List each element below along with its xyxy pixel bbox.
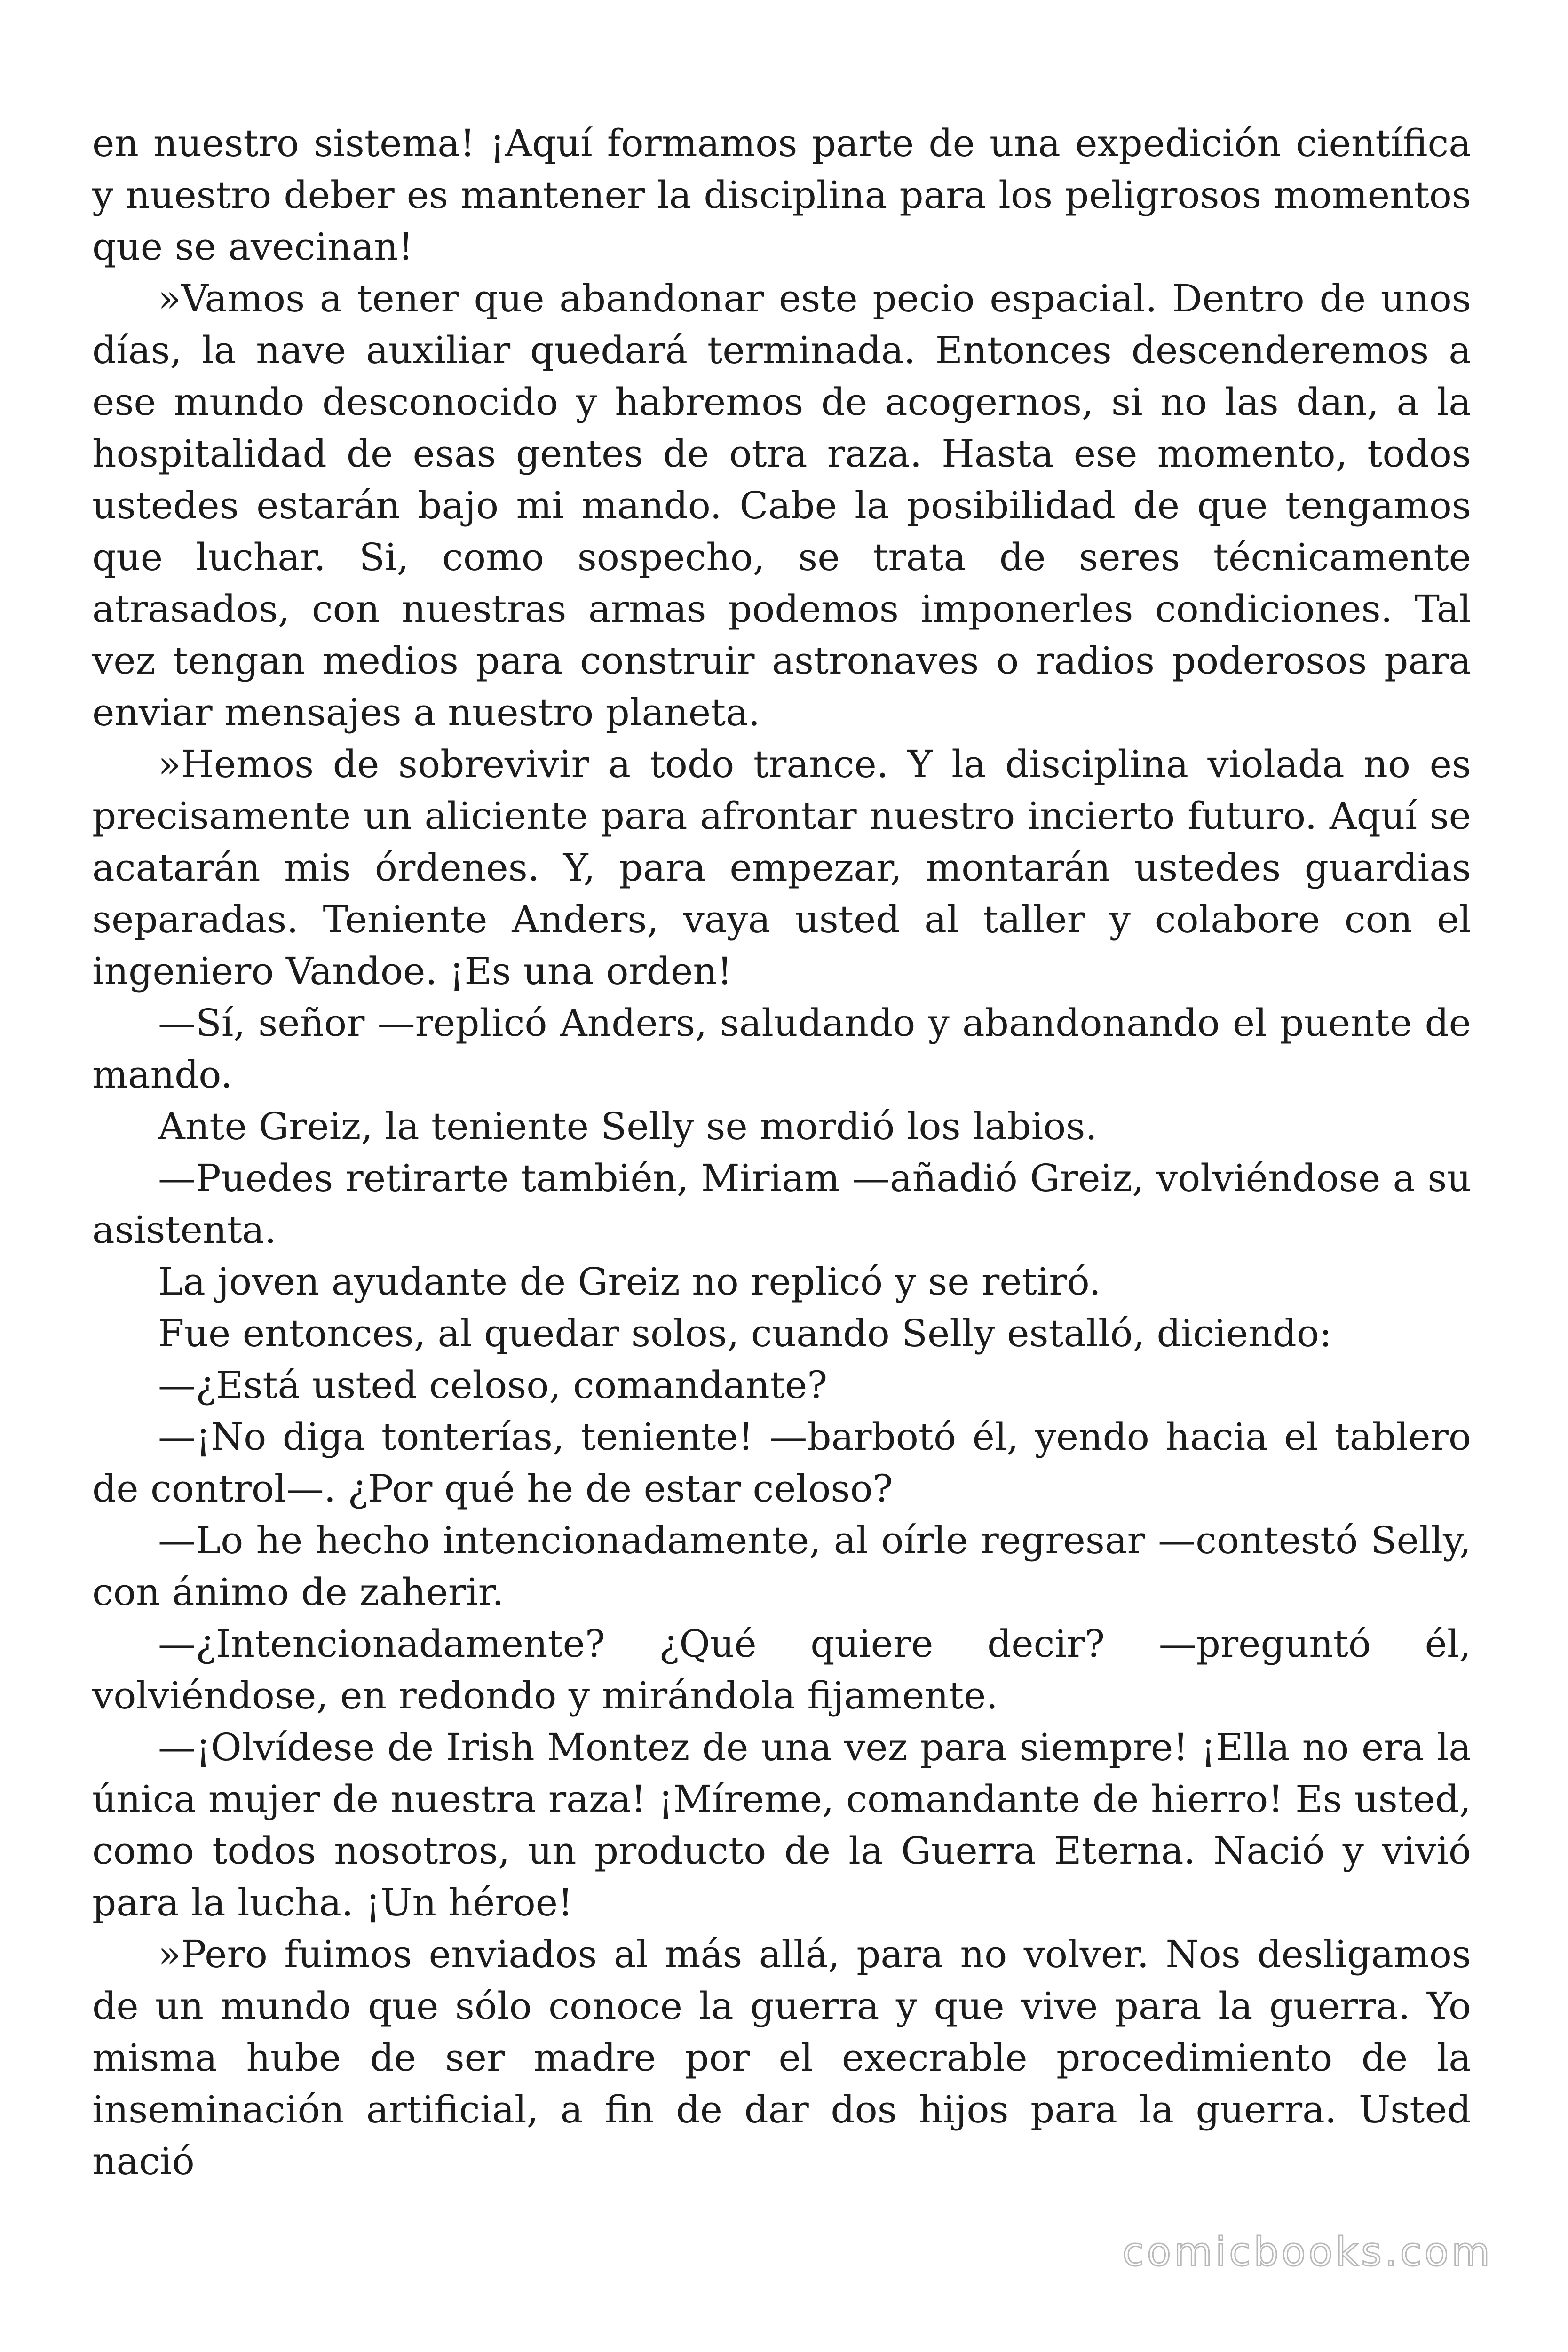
paragraph-13: —¡Olvídese de Irish Montez de una vez para siempre! ¡Ella no era la única mujer de nuestra raza! ¡Míreme, comandante de hierro! Es usted, como todos nosotros, un producto de la Guerra Eterna. Nació y vivió para la lucha. ¡Un héroe!	[92, 1725, 1471, 1924]
book-page-text	[92, 118, 1471, 2187]
paragraph-3: »Hemos de sobrevivir a todo trance. Y la disciplina violada no es precisamente un aliciente para afrontar nuestro incierto futuro. Aquí se acatarán mis órdenes. Y, para empezar, montarán ustedes guardias separadas. Teniente Anders, vaya usted al taller y colabore con el ingeniero Vandoe. ¡Es una orden!	[92, 742, 1471, 993]
paragraph-14: »Pero fuimos enviados al más allá, para no volver. Nos desligamos de un mundo que sólo conoce la guerra y que vive para la guerra. Yo misma hube de ser madre por el execrable procedimiento de la inseminación artificial, a fin de dar dos hijos para la guerra. Usted nació	[92, 1932, 1471, 2183]
paragraph-1: en nuestro sistema! ¡Aquí formamos parte de una expedición científica y nuestro deber es mantener la disciplina para los peligrosos momentos que se avecinan!	[92, 121, 1471, 269]
paragraph-4: —Sí, señor —replicó Anders, saludando y abandonando el puente de mando.	[92, 1001, 1471, 1097]
paragraph-9: —¿Está usted celoso, comandante?	[158, 1363, 828, 1407]
paragraph-7: La joven ayudante de Greiz no replicó y se retiró.	[158, 1260, 1101, 1303]
paragraph-8: Fue entonces, al quedar solos, cuando Selly estalló, diciendo:	[158, 1311, 1332, 1355]
paragraph-5: Ante Greiz, la teniente Selly se mordió los labios.	[158, 1104, 1097, 1148]
paragraph-6: —Puedes retirarte también, Miriam —añadió Greiz, volviéndose a su asistenta.	[92, 1156, 1471, 1252]
watermark-logo: comicbooks.com	[1122, 2229, 1493, 2275]
paragraph-12: —¿Intencionadamente? ¿Qué quiere decir? —preguntó él, volviéndose, en redondo y mirándola fijamente.	[92, 1622, 1471, 1717]
paragraph-11: —Lo he hecho intencionadamente, al oírle regresar —contestó Selly, con ánimo de zaherir.	[92, 1518, 1471, 1614]
paragraph-2: »Vamos a tener que abandonar este pecio espacial. Dentro de unos días, la nave auxiliar quedará terminada. Entonces descenderemos a ese mundo desconocido y habremos de acogernos, si no las dan, a la hospitalidad de esas gentes de otra raza. Hasta ese momento, todos ustedes estarán bajo mi mando. Cabe la posibilidad de que tengamos que luchar. Si, como sospecho, se trata de seres técnicamente atrasados, con nuestras armas podemos imponerles condiciones. Tal vez tengan medios para construir astronaves o radios poderosos para enviar mensajes a nuestro planeta.	[92, 277, 1471, 734]
paragraph-10: —¡No diga tonterías, teniente! —barbotó él, yendo hacia el tablero de control—. ¿Por qué he de estar celoso?	[92, 1415, 1471, 1510]
